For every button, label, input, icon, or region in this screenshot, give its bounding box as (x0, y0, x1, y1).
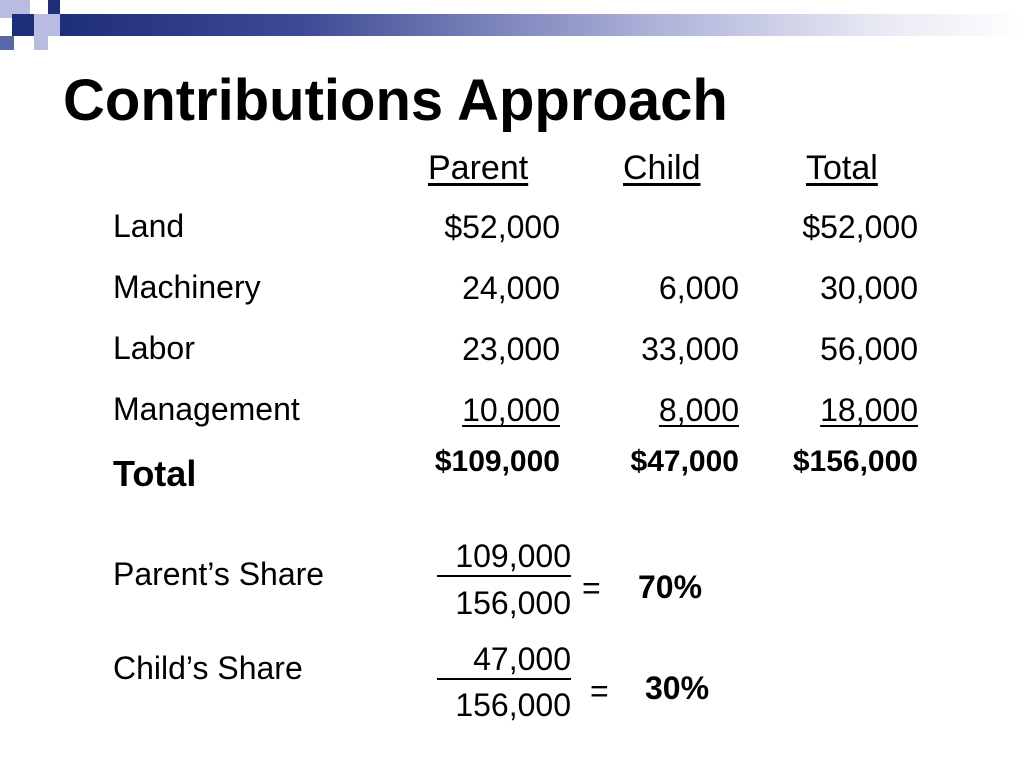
row-label-total: Total (113, 453, 197, 494)
child-share-numerator: 47,000 (473, 641, 571, 677)
slide-title: Contributions Approach (63, 68, 728, 133)
child-share-equals: = (590, 673, 609, 709)
cell-land-total: $52,000 (802, 209, 918, 245)
row-label-land: Land (113, 208, 185, 244)
cell-management-parent: 10,000 (462, 392, 560, 428)
column-header-child: Child (623, 149, 701, 187)
parent-share-fraction-line (437, 575, 571, 577)
cell-total-parent: $109,000 (434, 445, 560, 478)
cell-total-total: $156,000 (792, 445, 918, 478)
row-label-labor: Labor (113, 330, 195, 366)
row-label-management: Management (113, 391, 300, 427)
parent-share-denominator: 156,000 (455, 585, 571, 621)
parent-share-equals: = (582, 570, 601, 606)
parent-share-result: 70% (638, 569, 703, 605)
cell-machinery-total: 30,000 (820, 270, 918, 306)
row-label-machinery: Machinery (113, 269, 261, 305)
header-gradient-bar (60, 14, 1024, 36)
cell-labor-total: 56,000 (820, 331, 918, 367)
cell-total-child: $47,000 (630, 445, 739, 478)
column-header-parent: Parent (428, 149, 529, 187)
child-share-result: 30% (645, 670, 710, 706)
cell-management-child: 8,000 (658, 392, 739, 428)
parent-share-label: Parent’s Share (113, 556, 325, 592)
cell-labor-child: 33,000 (641, 331, 739, 367)
parent-share-numerator: 109,000 (455, 538, 571, 574)
cell-management-total: 18,000 (820, 392, 918, 428)
column-header-total: Total (806, 149, 878, 187)
child-share-label: Child’s Share (113, 650, 303, 686)
cell-machinery-parent: 24,000 (462, 270, 560, 306)
cell-machinery-child: 6,000 (658, 270, 739, 306)
cell-land-parent: $52,000 (444, 209, 560, 245)
cell-labor-parent: 23,000 (462, 331, 560, 367)
child-share-fraction-line (437, 678, 571, 680)
child-share-denominator: 156,000 (455, 687, 571, 723)
